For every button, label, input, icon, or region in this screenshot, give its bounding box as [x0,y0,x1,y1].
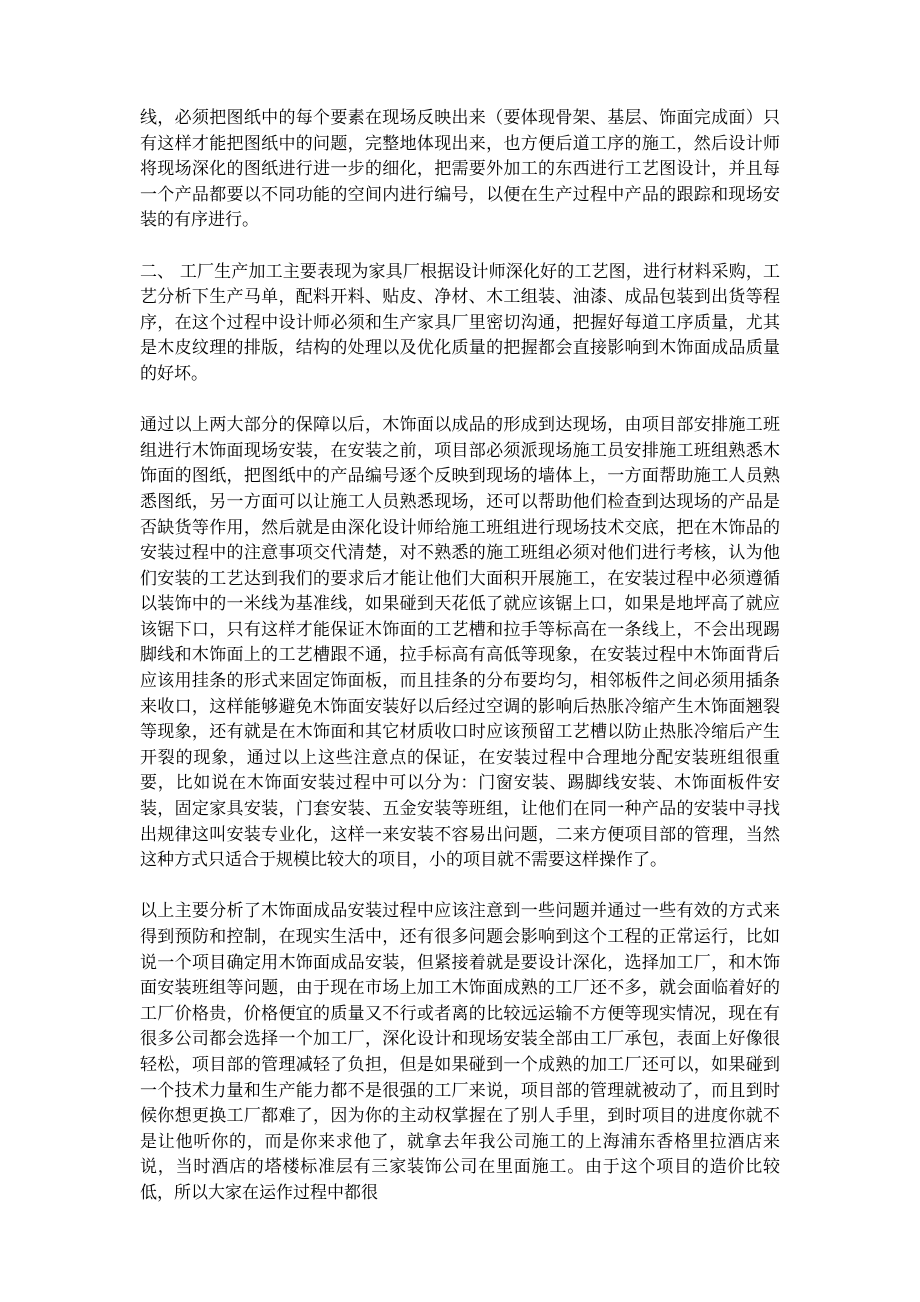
document-body [140,106,780,1232]
paragraph-factory-production: 二、 工厂生产加工主要表现为家具厂根据设计师深化好的工艺图，进行材料采购，工艺分析下生产马单，配料开料、贴皮、净材、木工组装、油漆、成品包装到出货等程序，在这个过程中设计师必须和生产家具厂里密切沟通，把握好每道工序质量，尤其是木皮纹理的排版，结构的处理以及优化质量的把握都会直接影响到木饰面成品质量的好坏。 [140,261,780,384]
paragraph-continuation: 线，必须把图纸中的每个要素在现场反映出来（要体现骨架、基层、饰面完成面）只有这样才能把图纸中的问题，完整地体现出来，也方便后道工序的施工，然后设计师将现场深化的图纸进行进一步的细化，把需要外加工的东西进行工艺图设计，并且每一个产品都要以不同功能的空间内进行编号，以便在生产过程中产品的跟踪和现场安装的有序进行。 [140,108,780,231]
paragraph-analysis: 以上主要分析了木饰面成品安装过程中应该注意到一些问题并通过一些有效的方式来得到预防和控制，在现实生活中，还有很多问题会影响到这个工程的正常运行，比如说一个项目确定用木饰面成品安装，但紧接着就是要设计深化，选择加工厂，和木饰面安装班组等问题，由于现在市场上加工木饰面成熟的工厂还不多，就会面临着好的工厂价格贵，价格便宜的质量又不行或者离的比较远运输不方便等现实情况，现在有很多公司都会选择一个加工厂，深化设计和现场安装全部由工厂承包，表面上好像很轻松，项目部的管理减轻了负担，但是如果碰到一个成熟的加工厂还可以，如果碰到一个技术力量和生产能力都不是很强的工厂来说，项目部的管理就被动了，而且到时候你想更换工厂都难了，因为你的主动权掌握在了别人手里，到时项目的进度你就不是让他听你的，而是你来求他了，就拿去年我公司施工的上海浦东香格里拉酒店来说，当时酒店的塔楼标准层有三家装饰公司在里面施工。由于这个项目的造价比较低，所以大家在运作过程中都很 [140,901,780,1203]
paragraph-site-installation: 通过以上两大部分的保障以后，木饰面以成品的形成到达现场，由项目部安排施工班组进行木饰面现场安装，在安装之前，项目部必须派现场施工员安排施工班组熟悉木饰面的图纸，把图纸中的产品编号逐个反映到现场的墙体上，一方面帮助施工人员熟悉图纸，另一方面可以让施工人员熟悉现场，还可以帮助他们检查到达现场的产品是否缺货等作用，然后就是由深化设计师给施工班组进行现场技术交底，把在木饰品的安装过程中的注意事项交代清楚，对不熟悉的施工班组必须对他们进行考核，认为他们安装的工艺达到我们的要求后才能让他们大面积开展施工，在安装过程中必须遵循以装饰中的一米线为基准线，如果碰到天花低了就应该锯上口，如果是地坪高了就应该锯下口，只有这样才能保证木饰面的工艺槽和拉手等标高在一条线上，不会出现踢脚线和木饰面上的工艺槽跟不通，拉手标高有高低等现象，在安装过程中木饰面背后应该用挂条的形式来固定饰面板，而且挂条的分布要均匀，相邻板件之间必须用插条来收口，这样能够避免木饰面安装好以后经过空调的影响后热胀冷缩产生木饰面翘裂等现象，还有就是在木饰面和其它材质收口时应该预留工艺槽以防止热胀冷缩后产生开裂的现象，通过以上这些注意点的保证，在安装过程中合理地分配安装班组很重要，比如说在木饰面安装过程中可以分为：门窗安装、踢脚线安装、木饰面板件安装，固定家具安装，门套安装、五金安装等班组，让他们在同一种产品的安装中寻找出规律这叫安装专业化，这样一来安装不容易出问题，二来方便项目部的管理，当然这种方式只适合于规模比较大的项目，小的项目就不需要这样操作了。 [140,415,780,871]
